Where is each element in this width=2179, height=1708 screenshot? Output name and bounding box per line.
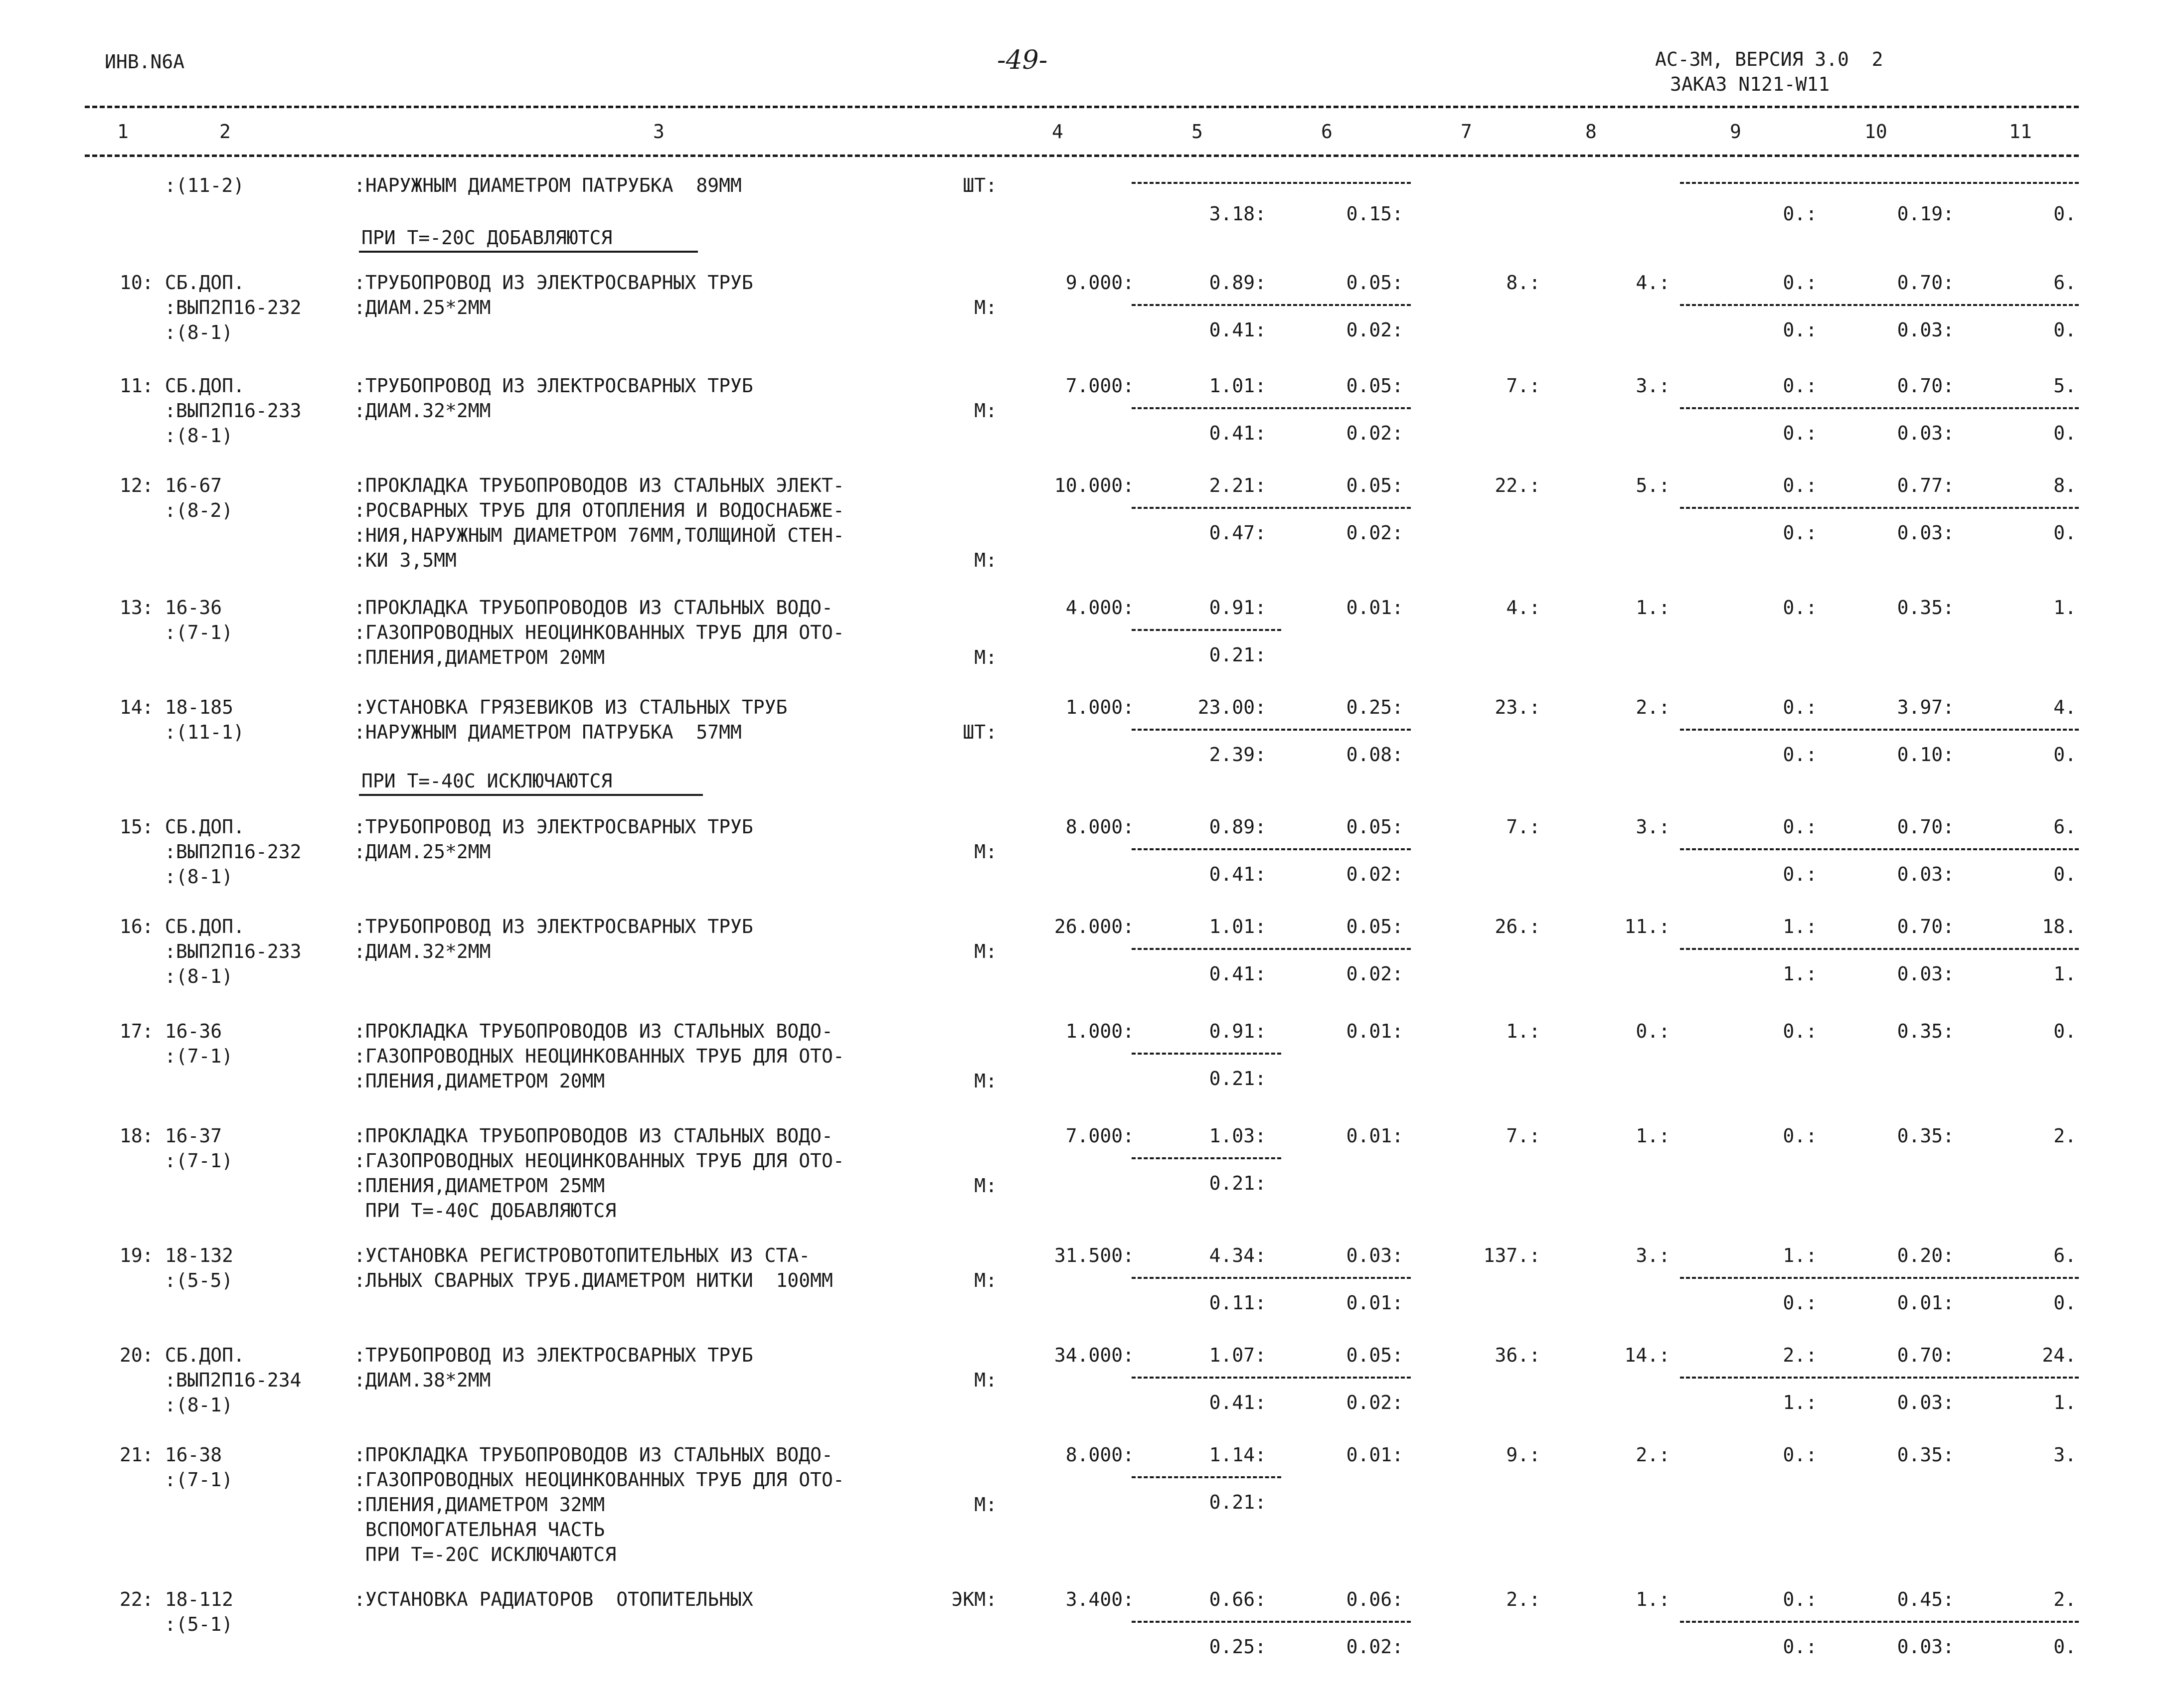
row-16-col10: 0.70: bbox=[1897, 916, 1954, 937]
row-15-separator-left bbox=[1132, 848, 1411, 850]
row-19-description-line: :ЛЬНЫХ СВАРНЫХ ТРУБ.ДИАМЕТРОМ НИТКИ 100ММ bbox=[354, 1269, 833, 1291]
row-15-unit: М: bbox=[974, 841, 997, 863]
row-17-col5: 0.91: bbox=[1209, 1020, 1266, 1042]
row-21-col7: 9.: bbox=[1506, 1444, 1540, 1466]
row-10-separator-left bbox=[1132, 304, 1411, 306]
row-20-col11: 24. bbox=[2042, 1344, 2076, 1366]
row-15-number: 15 bbox=[120, 816, 143, 838]
section-heading-add-20: ПРИ Т=-20С ДОБАВЛЯЮТСЯ bbox=[361, 227, 613, 249]
row-15-col8: 3.: bbox=[1636, 816, 1670, 838]
row-15-col7: 7.: bbox=[1506, 816, 1540, 838]
row-22-col9: 0.: bbox=[1783, 1588, 1817, 1610]
row-11-col5: 1.01: bbox=[1209, 375, 1266, 397]
row-20-col11-sub: 1. bbox=[2053, 1392, 2076, 1413]
row-18-description-line: :ПРОКЛАДКА ТРУБОПРОВОДОВ ИЗ СТАЛЬНЫХ ВОДО- bbox=[354, 1125, 833, 1147]
top-row-separator-right bbox=[1680, 182, 2079, 184]
row-19-code: : 18-132 bbox=[142, 1244, 234, 1266]
row-18-number: 18 bbox=[120, 1125, 143, 1147]
row-18-col4: 7.000: bbox=[1065, 1125, 1134, 1147]
row-16-separator-left bbox=[1132, 948, 1411, 950]
row-15-code: : СБ.ДОП. bbox=[142, 816, 245, 838]
row-14-col10: 3.97: bbox=[1897, 696, 1954, 718]
row-16-col9: 1.: bbox=[1783, 916, 1817, 937]
row-21-col8: 2.: bbox=[1636, 1444, 1670, 1466]
row-21-description-line: :ПРОКЛАДКА ТРУБОПРОВОДОВ ИЗ СТАЛЬНЫХ ВОДО- bbox=[354, 1444, 833, 1466]
row-17-description-line: :ПРОКЛАДКА ТРУБОПРОВОДОВ ИЗ СТАЛЬНЫХ ВОДО- bbox=[354, 1020, 833, 1042]
order-label: ЗАКАЗ N121-W11 bbox=[1670, 73, 1830, 95]
row-17-col9: 0.: bbox=[1783, 1020, 1817, 1042]
row-20-col10: 0.70: bbox=[1897, 1344, 1954, 1366]
row-20-number: 20 bbox=[120, 1344, 143, 1366]
row-19-col9: 1.: bbox=[1783, 1244, 1817, 1266]
row-13-col8: 1.: bbox=[1636, 597, 1670, 619]
row-22-separator-right bbox=[1680, 1621, 2079, 1623]
inventory-label: ИНВ.N6A bbox=[105, 51, 185, 73]
row-11-unit: М: bbox=[974, 400, 997, 422]
row-21-code-line2: :(7-1) bbox=[165, 1469, 233, 1491]
row-22-col11: 2. bbox=[2053, 1588, 2076, 1610]
row-19-separator-left bbox=[1132, 1277, 1411, 1279]
row-10-col8: 4.: bbox=[1636, 272, 1670, 294]
row-10-col9: 0.: bbox=[1783, 272, 1817, 294]
row-16-col6-sub: 0.02: bbox=[1346, 963, 1403, 985]
row-14-col6-sub: 0.08: bbox=[1346, 744, 1403, 766]
row-15-col5-sub: 0.41: bbox=[1209, 863, 1266, 885]
row-16-col10-sub: 0.03: bbox=[1897, 963, 1954, 985]
row-14-code: : 18-185 bbox=[142, 696, 234, 718]
row-20-col6: 0.05: bbox=[1346, 1344, 1403, 1366]
row-20-code-line3: :(8-1) bbox=[165, 1394, 233, 1416]
row-15-col9: 0.: bbox=[1783, 816, 1817, 838]
row-21-description-line: :ПЛЕНИЯ,ДИАМЕТРОМ 32ММ bbox=[354, 1494, 605, 1516]
row-21-description-line: ВСПОМОГАТЕЛЬНАЯ ЧАСТЬ bbox=[354, 1519, 605, 1541]
row-17-col7: 1.: bbox=[1506, 1020, 1540, 1042]
row-17-code: : 16-36 bbox=[142, 1020, 222, 1042]
row-16-col11: 18. bbox=[2042, 916, 2076, 937]
row-21-col11: 3. bbox=[2053, 1444, 2076, 1466]
row-18-col9: 0.: bbox=[1783, 1125, 1817, 1147]
row-10-description-line: :ТРУБОПРОВОД ИЗ ЭЛЕКТРОСВАРНЫХ ТРУБ bbox=[354, 272, 753, 294]
row-21-description-line: :ГАЗОПРОВОДНЫХ НЕОЦИНКОВАННЫХ ТРУБ ДЛЯ ОТО- bbox=[354, 1469, 844, 1491]
row-18-description-line: :ПЛЕНИЯ,ДИАМЕТРОМ 25ММ bbox=[354, 1175, 605, 1197]
row-18-col5: 1.03: bbox=[1209, 1125, 1266, 1147]
row-10-col9-sub: 0.: bbox=[1783, 319, 1817, 341]
row-12-col10: 0.77: bbox=[1897, 474, 1954, 496]
row-16-col8: 11.: bbox=[1624, 916, 1670, 937]
row-10-col7: 8.: bbox=[1506, 272, 1540, 294]
row-19-col5: 4.34: bbox=[1209, 1244, 1266, 1266]
row-18-separator-left bbox=[1132, 1157, 1281, 1159]
row-11-col7: 7.: bbox=[1506, 375, 1540, 397]
row-11-number: 11 bbox=[120, 375, 143, 397]
row-17-unit: М: bbox=[974, 1070, 997, 1092]
row-11-separator-right bbox=[1680, 407, 2079, 409]
row-19-code-line2: :(5-5) bbox=[165, 1269, 233, 1291]
row-12-unit: М: bbox=[974, 549, 997, 571]
column-number-11: 11 bbox=[2009, 121, 2032, 143]
row-12-description-line: :РОСВАРНЫХ ТРУБ ДЛЯ ОТОПЛЕНИЯ И ВОДОСНАБЖЕ- bbox=[354, 499, 844, 521]
row-12-description-line: :ПРОКЛАДКА ТРУБОПРОВОДОВ ИЗ СТАЛЬНЫХ ЭЛЕКТ- bbox=[354, 474, 844, 496]
row-15-col5: 0.89: bbox=[1209, 816, 1266, 838]
row-20-col7: 36.: bbox=[1495, 1344, 1540, 1366]
row-22-description-line: :УСТАНОВКА РАДИАТОРОВ ОТОПИТЕЛЬНЫХ bbox=[354, 1588, 753, 1610]
row-22-col9-sub: 0.: bbox=[1783, 1636, 1817, 1658]
row-10-col10-sub: 0.03: bbox=[1897, 319, 1954, 341]
row-16-col11-sub: 1. bbox=[2053, 963, 2076, 985]
row-14-code-line2: :(11-1) bbox=[165, 721, 245, 743]
version-label: АС-3М, ВЕРСИЯ 3.0 2 bbox=[1655, 48, 1883, 70]
row-20-description-line: :ТРУБОПРОВОД ИЗ ЭЛЕКТРОСВАРНЫХ ТРУБ bbox=[354, 1344, 753, 1366]
row-16-col6: 0.05: bbox=[1346, 916, 1403, 937]
row-17-number: 17 bbox=[120, 1020, 143, 1042]
row-21-number: 21 bbox=[120, 1444, 143, 1466]
row-19-description-line: :УСТАНОВКА РЕГИСТРОВОТОПИТЕЛЬНЫХ ИЗ СТА- bbox=[354, 1244, 811, 1266]
row-11-code: : СБ.ДОП. bbox=[142, 375, 245, 397]
row-21-col6: 0.01: bbox=[1346, 1444, 1403, 1466]
row-16-col9-sub: 1.: bbox=[1783, 963, 1817, 985]
row-12-col5-sub: 0.47: bbox=[1209, 522, 1266, 544]
row-14-col11: 4. bbox=[2053, 696, 2076, 718]
row-18-col6: 0.01: bbox=[1346, 1125, 1403, 1147]
row-17-description-line: :ГАЗОПРОВОДНЫХ НЕОЦИНКОВАННЫХ ТРУБ ДЛЯ ОТО- bbox=[354, 1045, 844, 1067]
row-14-col10-sub: 0.10: bbox=[1897, 744, 1954, 766]
section-heading-exclude-40: ПРИ Т=-40С ИСКЛЮЧАЮТСЯ bbox=[361, 770, 613, 792]
row-12-col11: 8. bbox=[2053, 474, 2076, 496]
row-17-code-line2: :(7-1) bbox=[165, 1045, 233, 1067]
row-14-unit: ШТ: bbox=[963, 721, 997, 743]
row-20-col6-sub: 0.02: bbox=[1346, 1392, 1403, 1413]
row-21-col5: 1.14: bbox=[1209, 1444, 1266, 1466]
row-15-code-line3: :(8-1) bbox=[165, 866, 233, 888]
column-number-8: 8 bbox=[1585, 121, 1597, 143]
row-20-col4: 34.000: bbox=[1054, 1344, 1134, 1366]
row-20-col5-sub: 0.41: bbox=[1209, 1392, 1266, 1413]
row-21-col5-sub: 0.21: bbox=[1209, 1491, 1266, 1513]
row-20-col9-sub: 1.: bbox=[1783, 1392, 1817, 1413]
row-22-number: 22 bbox=[120, 1588, 143, 1610]
row-22-col10-sub: 0.03: bbox=[1897, 1636, 1954, 1658]
page-number: -49- bbox=[997, 45, 1048, 75]
row-20-description-line: :ДИАМ.38*2ММ bbox=[354, 1369, 491, 1391]
row-22-col5-sub: 0.25: bbox=[1209, 1636, 1266, 1658]
row-12-col5: 2.21: bbox=[1209, 474, 1266, 496]
row-11-description-line: :ТРУБОПРОВОД ИЗ ЭЛЕКТРОСВАРНЫХ ТРУБ bbox=[354, 375, 753, 397]
row-17-col4: 1.000: bbox=[1065, 1020, 1134, 1042]
row-13-col5-sub: 0.21: bbox=[1209, 644, 1266, 666]
row-16-code-line3: :(8-1) bbox=[165, 965, 233, 987]
row-18-col5-sub: 0.21: bbox=[1209, 1172, 1266, 1194]
top-row-unit: ШТ: bbox=[963, 174, 997, 196]
section-heading-underline bbox=[359, 794, 703, 796]
row-18-description-line: :ГАЗОПРОВОДНЫХ НЕОЦИНКОВАННЫХ ТРУБ ДЛЯ ОТО- bbox=[354, 1150, 844, 1172]
row-18-code: : 16-37 bbox=[142, 1125, 222, 1147]
row-18-col11: 2. bbox=[2053, 1125, 2076, 1147]
row-20-col5: 1.07: bbox=[1209, 1344, 1266, 1366]
row-12-code-line2: :(8-2) bbox=[165, 499, 233, 521]
row-17-col10: 0.35: bbox=[1897, 1020, 1954, 1042]
row-14-col5-sub: 2.39: bbox=[1209, 744, 1266, 766]
row-10-number: 10 bbox=[120, 272, 143, 294]
row-11-col8: 3.: bbox=[1636, 375, 1670, 397]
row-14-separator-left bbox=[1132, 729, 1411, 731]
row-17-col11: 0. bbox=[2053, 1020, 2076, 1042]
row-10-col11-sub: 0. bbox=[2053, 319, 2076, 341]
row-22-col4: 3.400: bbox=[1065, 1588, 1134, 1610]
row-15-col11-sub: 0. bbox=[2053, 863, 2076, 885]
row-17-col6: 0.01: bbox=[1346, 1020, 1403, 1042]
row-19-col10-sub: 0.01: bbox=[1897, 1292, 1954, 1314]
row-17-col8: 0.: bbox=[1636, 1020, 1670, 1042]
row-16-number: 16 bbox=[120, 916, 143, 937]
row-10-col5-sub: 0.41: bbox=[1209, 319, 1266, 341]
row-13-col10: 0.35: bbox=[1897, 597, 1954, 619]
row-13-number: 13 bbox=[120, 597, 143, 619]
top-row-col9-sub: 0.: bbox=[1783, 203, 1817, 225]
row-11-col10-sub: 0.03: bbox=[1897, 422, 1954, 444]
row-17-separator-left bbox=[1132, 1053, 1281, 1055]
row-20-col8: 14.: bbox=[1624, 1344, 1670, 1366]
row-18-col10: 0.35: bbox=[1897, 1125, 1954, 1147]
row-12-col11-sub: 0. bbox=[2053, 522, 2076, 544]
row-15-code-line2: :ВЫП2П16-232 bbox=[165, 841, 302, 863]
row-19-number: 19 bbox=[120, 1244, 143, 1266]
top-row-col11-sub: 0. bbox=[2053, 203, 2076, 225]
row-20-separator-left bbox=[1132, 1377, 1411, 1379]
row-22-separator-left bbox=[1132, 1621, 1411, 1623]
row-22-col6-sub: 0.02: bbox=[1346, 1636, 1403, 1658]
row-12-col4: 10.000: bbox=[1054, 474, 1134, 496]
row-11-col10: 0.70: bbox=[1897, 375, 1954, 397]
row-12-separator-left bbox=[1132, 507, 1411, 509]
row-10-col10: 0.70: bbox=[1897, 272, 1954, 294]
top-row-description: :НАРУЖНЫМ ДИАМЕТРОМ ПАТРУБКА 89ММ bbox=[354, 174, 742, 196]
row-22-col8: 1.: bbox=[1636, 1588, 1670, 1610]
row-10-description-line: :ДИАМ.25*2ММ bbox=[354, 297, 491, 318]
column-number-1: 1 bbox=[117, 121, 129, 143]
row-13-col6: 0.01: bbox=[1346, 597, 1403, 619]
row-11-code-line3: :(8-1) bbox=[165, 425, 233, 447]
row-11-separator-left bbox=[1132, 407, 1411, 409]
row-18-code-line2: :(7-1) bbox=[165, 1150, 233, 1172]
row-16-col7: 26.: bbox=[1495, 916, 1540, 937]
row-16-description-line: :ДИАМ.32*2ММ bbox=[354, 940, 491, 962]
column-number-3: 3 bbox=[653, 121, 665, 143]
row-22-col5: 0.66: bbox=[1209, 1588, 1266, 1610]
column-number-10: 10 bbox=[1864, 121, 1887, 143]
row-12-col8: 5.: bbox=[1636, 474, 1670, 496]
top-row-col6-sub: 0.15: bbox=[1346, 203, 1403, 225]
row-10-col5: 0.89: bbox=[1209, 272, 1266, 294]
row-22-col11-sub: 0. bbox=[2053, 1636, 2076, 1658]
top-row-separator-left bbox=[1132, 182, 1411, 184]
row-19-col7: 137.: bbox=[1483, 1244, 1540, 1266]
row-22-unit: ЭКМ: bbox=[951, 1588, 997, 1610]
row-18-unit: М: bbox=[974, 1175, 997, 1197]
row-15-col10: 0.70: bbox=[1897, 816, 1954, 838]
row-20-col9: 2.: bbox=[1783, 1344, 1817, 1366]
row-14-description-line: :УСТАНОВКА ГРЯЗЕВИКОВ ИЗ СТАЛЬНЫХ ТРУБ bbox=[354, 696, 788, 718]
row-18-description-line: ПРИ Т=-40С ДОБАВЛЯЮТСЯ bbox=[354, 1200, 617, 1222]
row-12-code: : 16-67 bbox=[142, 474, 222, 496]
row-13-code: : 16-36 bbox=[142, 597, 222, 619]
row-13-description-line: :ПРОКЛАДКА ТРУБОПРОВОДОВ ИЗ СТАЛЬНЫХ ВОДО- bbox=[354, 597, 833, 619]
row-19-col11-sub: 0. bbox=[2053, 1292, 2076, 1314]
row-11-code-line2: :ВЫП2П16-233 bbox=[165, 400, 302, 422]
row-12-col9: 0.: bbox=[1783, 474, 1817, 496]
row-20-separator-right bbox=[1680, 1377, 2079, 1379]
row-13-description-line: :ГАЗОПРОВОДНЫХ НЕОЦИНКОВАННЫХ ТРУБ ДЛЯ ОТО- bbox=[354, 621, 844, 643]
row-12-col9-sub: 0.: bbox=[1783, 522, 1817, 544]
row-18-col8: 1.: bbox=[1636, 1125, 1670, 1147]
row-22-code-line2: :(5-1) bbox=[165, 1613, 233, 1635]
row-11-description-line: :ДИАМ.32*2ММ bbox=[354, 400, 491, 422]
header-rule-bottom bbox=[85, 155, 2079, 157]
column-number-4: 4 bbox=[1052, 121, 1063, 143]
row-14-separator-right bbox=[1680, 729, 2079, 731]
column-number-5: 5 bbox=[1191, 121, 1203, 143]
row-15-col6: 0.05: bbox=[1346, 816, 1403, 838]
row-11-col6-sub: 0.02: bbox=[1346, 422, 1403, 444]
row-10-unit: М: bbox=[974, 297, 997, 318]
row-12-description-line: :КИ 3,5ММ bbox=[354, 549, 457, 571]
row-12-col6-sub: 0.02: bbox=[1346, 522, 1403, 544]
column-number-9: 9 bbox=[1730, 121, 1741, 143]
row-16-code: : СБ.ДОП. bbox=[142, 916, 245, 937]
row-12-separator-right bbox=[1680, 507, 2079, 509]
row-22-col10: 0.45: bbox=[1897, 1588, 1954, 1610]
row-16-col4: 26.000: bbox=[1054, 916, 1134, 937]
section-heading-underline bbox=[359, 251, 698, 253]
row-19-col5-sub: 0.11: bbox=[1209, 1292, 1266, 1314]
row-16-col5-sub: 0.41: bbox=[1209, 963, 1266, 985]
row-19-col9-sub: 0.: bbox=[1783, 1292, 1817, 1314]
row-13-col4: 4.000: bbox=[1065, 597, 1134, 619]
row-12-col10-sub: 0.03: bbox=[1897, 522, 1954, 544]
column-number-2: 2 bbox=[219, 121, 231, 143]
row-12-description-line: :НИЯ,НАРУЖНЫМ ДИАМЕТРОМ 76ММ,ТОЛЩИНОЙ СТЕН- bbox=[354, 524, 844, 546]
row-10-col4: 9.000: bbox=[1065, 272, 1134, 294]
header-rule-top bbox=[85, 106, 2079, 108]
row-11-col5-sub: 0.41: bbox=[1209, 422, 1266, 444]
row-16-description-line: :ТРУБОПРОВОД ИЗ ЭЛЕКТРОСВАРНЫХ ТРУБ bbox=[354, 916, 753, 937]
top-row-col5-sub: 3.18: bbox=[1209, 203, 1266, 225]
row-14-number: 14 bbox=[120, 696, 143, 718]
row-19-unit: М: bbox=[974, 1269, 997, 1291]
row-19-col11: 6. bbox=[2053, 1244, 2076, 1266]
row-20-code-line2: :ВЫП2П16-234 bbox=[165, 1369, 302, 1391]
row-14-col6: 0.25: bbox=[1346, 696, 1403, 718]
row-21-col9: 0.: bbox=[1783, 1444, 1817, 1466]
row-15-col4: 8.000: bbox=[1065, 816, 1134, 838]
row-10-col6-sub: 0.02: bbox=[1346, 319, 1403, 341]
row-14-col8: 2.: bbox=[1636, 696, 1670, 718]
row-11-col6: 0.05: bbox=[1346, 375, 1403, 397]
row-16-code-line2: :ВЫП2П16-233 bbox=[165, 940, 302, 962]
row-14-col7: 23.: bbox=[1495, 696, 1540, 718]
row-14-description-line: :НАРУЖНЫМ ДИАМЕТРОМ ПАТРУБКА 57ММ bbox=[354, 721, 742, 743]
row-12-number: 12 bbox=[120, 474, 143, 496]
row-19-col6-sub: 0.01: bbox=[1346, 1292, 1403, 1314]
row-11-col11-sub: 0. bbox=[2053, 422, 2076, 444]
row-10-col6: 0.05: bbox=[1346, 272, 1403, 294]
row-17-col5-sub: 0.21: bbox=[1209, 1068, 1266, 1089]
row-11-col9: 0.: bbox=[1783, 375, 1817, 397]
row-12-col7: 22.: bbox=[1495, 474, 1540, 496]
row-15-col9-sub: 0.: bbox=[1783, 863, 1817, 885]
row-13-col9: 0.: bbox=[1783, 597, 1817, 619]
row-10-code-line2: :ВЫП2П16-232 bbox=[165, 297, 302, 318]
row-19-separator-right bbox=[1680, 1277, 2079, 1279]
row-14-col5: 23.00: bbox=[1197, 696, 1266, 718]
top-row-col10-sub: 0.19: bbox=[1897, 203, 1954, 225]
row-17-description-line: :ПЛЕНИЯ,ДИАМЕТРОМ 20ММ bbox=[354, 1070, 605, 1092]
row-11-col11: 5. bbox=[2053, 375, 2076, 397]
row-20-col10-sub: 0.03: bbox=[1897, 1392, 1954, 1413]
row-11-col9-sub: 0.: bbox=[1783, 422, 1817, 444]
row-19-col6: 0.03: bbox=[1346, 1244, 1403, 1266]
row-10-separator-right bbox=[1680, 304, 2079, 306]
row-13-col7: 4.: bbox=[1506, 597, 1540, 619]
row-19-col8: 3.: bbox=[1636, 1244, 1670, 1266]
row-12-col6: 0.05: bbox=[1346, 474, 1403, 496]
row-13-col5: 0.91: bbox=[1209, 597, 1266, 619]
row-13-separator-left bbox=[1132, 629, 1281, 631]
row-22-col6: 0.06: bbox=[1346, 1588, 1403, 1610]
row-14-col9-sub: 0.: bbox=[1783, 744, 1817, 766]
column-number-7: 7 bbox=[1461, 121, 1472, 143]
row-15-description-line: :ДИАМ.25*2ММ bbox=[354, 841, 491, 863]
row-14-col11-sub: 0. bbox=[2053, 744, 2076, 766]
row-10-col11: 6. bbox=[2053, 272, 2076, 294]
row-15-col11: 6. bbox=[2053, 816, 2076, 838]
row-15-col6-sub: 0.02: bbox=[1346, 863, 1403, 885]
row-19-col10: 0.20: bbox=[1897, 1244, 1954, 1266]
row-21-separator-left bbox=[1132, 1476, 1281, 1478]
row-21-col10: 0.35: bbox=[1897, 1444, 1954, 1466]
row-13-unit: М: bbox=[974, 646, 997, 668]
row-13-description-line: :ПЛЕНИЯ,ДИАМЕТРОМ 20ММ bbox=[354, 646, 605, 668]
row-15-col10-sub: 0.03: bbox=[1897, 863, 1954, 885]
row-10-code-line3: :(8-1) bbox=[165, 321, 233, 343]
row-22-code: : 18-112 bbox=[142, 1588, 234, 1610]
row-20-unit: М: bbox=[974, 1369, 997, 1391]
row-15-description-line: :ТРУБОПРОВОД ИЗ ЭЛЕКТРОСВАРНЫХ ТРУБ bbox=[354, 816, 753, 838]
row-11-col4: 7.000: bbox=[1065, 375, 1134, 397]
row-14-col4: 1.000: bbox=[1065, 696, 1134, 718]
row-16-col5: 1.01: bbox=[1209, 916, 1266, 937]
row-19-col4: 31.500: bbox=[1054, 1244, 1134, 1266]
column-number-6: 6 bbox=[1321, 121, 1333, 143]
row-13-code-line2: :(7-1) bbox=[165, 621, 233, 643]
row-21-col4: 8.000: bbox=[1065, 1444, 1134, 1466]
row-20-code: : СБ.ДОП. bbox=[142, 1344, 245, 1366]
row-10-code: : СБ.ДОП. bbox=[142, 272, 245, 294]
row-21-description-line: ПРИ Т=-20С ИСКЛЮЧАЮТСЯ bbox=[354, 1544, 617, 1565]
top-row-code: :(11-2) bbox=[165, 174, 245, 196]
row-21-unit: М: bbox=[974, 1494, 997, 1516]
row-14-col9: 0.: bbox=[1783, 696, 1817, 718]
row-22-col7: 2.: bbox=[1506, 1588, 1540, 1610]
row-21-code: : 16-38 bbox=[142, 1444, 222, 1466]
row-16-separator-right bbox=[1680, 948, 2079, 950]
row-16-unit: М: bbox=[974, 940, 997, 962]
row-18-col7: 7.: bbox=[1506, 1125, 1540, 1147]
row-15-separator-right bbox=[1680, 848, 2079, 850]
row-13-col11: 1. bbox=[2053, 597, 2076, 619]
